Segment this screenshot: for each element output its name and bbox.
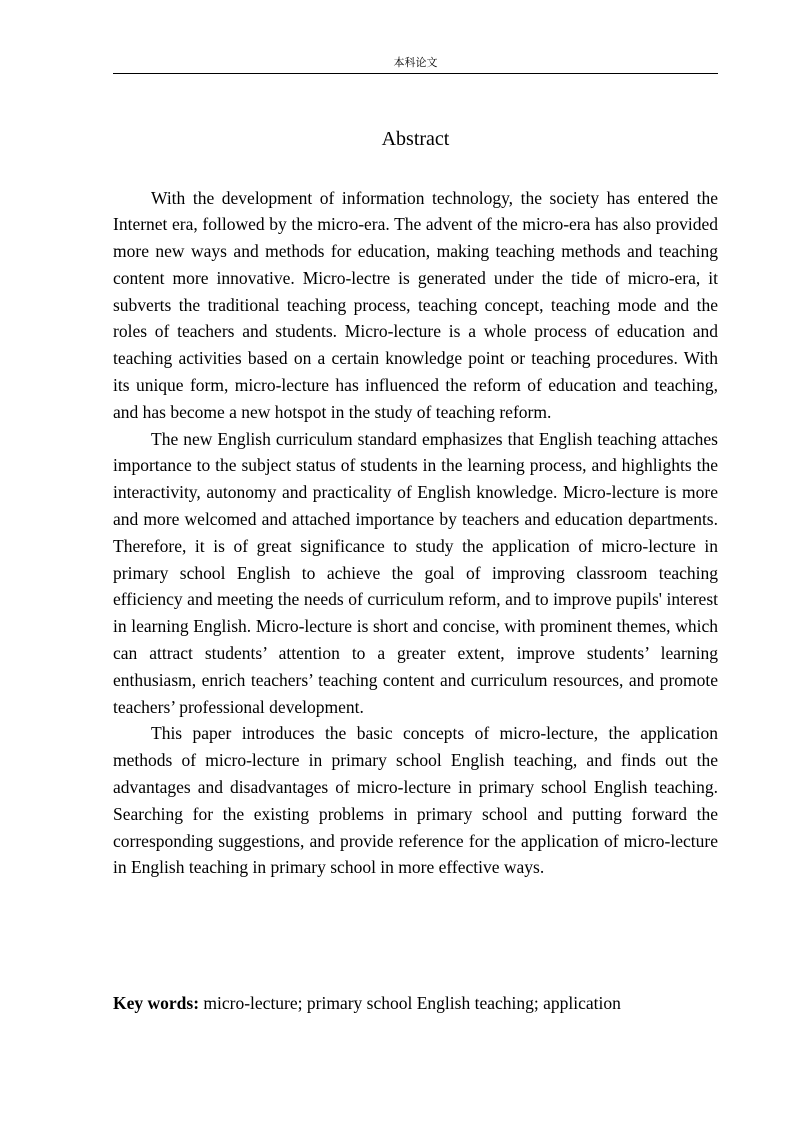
abstract-paragraph-1: With the development of information technology, the society has entered the Internet era, followed by the micro-era. The advent of the micro-era has also provided more new ways and methods for education, making teaching methods and teaching content more innovative. Micro-lectre is generated under the tide of micro-era, it subverts the traditional teaching process, teaching concept, teaching mode and the roles of teachers and students. Micro-lecture is a whole process of education and teaching activities based on a certain knowledge point or teaching procedures. With its unique form, micro-lecture has influenced the reform of education and teaching, and has become a new hotspot in the study of teaching reform. — [113, 187, 718, 422]
abstract-body — [113, 185, 718, 882]
keywords-line — [113, 990, 733, 1016]
keywords-text: micro-lecture; primary school English teaching; application — [203, 993, 621, 1013]
abstract-heading: Abstract — [381, 128, 450, 150]
header-divider — [113, 73, 718, 74]
keywords-label: Key words: — [113, 993, 200, 1013]
abstract-paragraph-2: The new English curriculum standard emphasizes that English teaching attaches importance to the subject status of students in the learning process, and highlights the interactivity, autonomy and practicality of English knowledge. Micro-lecture is more and more welcomed and attached importance by teachers and education departments. Therefore, it is of great significance to study the application of micro-lecture in primary school English to achieve the goal of improving classroom teaching efficiency and meeting the needs of curriculum reform, and to improve pupils' interest in learning English. Micro-lecture is short and concise, with prominent themes, which can attract students’ attention to a greater extent, improve students’ learning enthusiasm, enrich teachers’ teaching content and curriculum resources, and promote teachers’ professional development. — [113, 428, 718, 717]
abstract-paragraph-3: This paper introduces the basic concepts of micro-lecture, the application methods of micro-lecture in primary school English teaching, and finds out the advantages and disadvantages of micro-lecture in primary school English teaching. Searching for the existing problems in primary school and putting forward the corresponding suggestions, and provide reference for the application of micro-lecture in English teaching in primary school in more effective ways. — [113, 723, 718, 878]
running-header: 本科论文 — [393, 56, 438, 69]
